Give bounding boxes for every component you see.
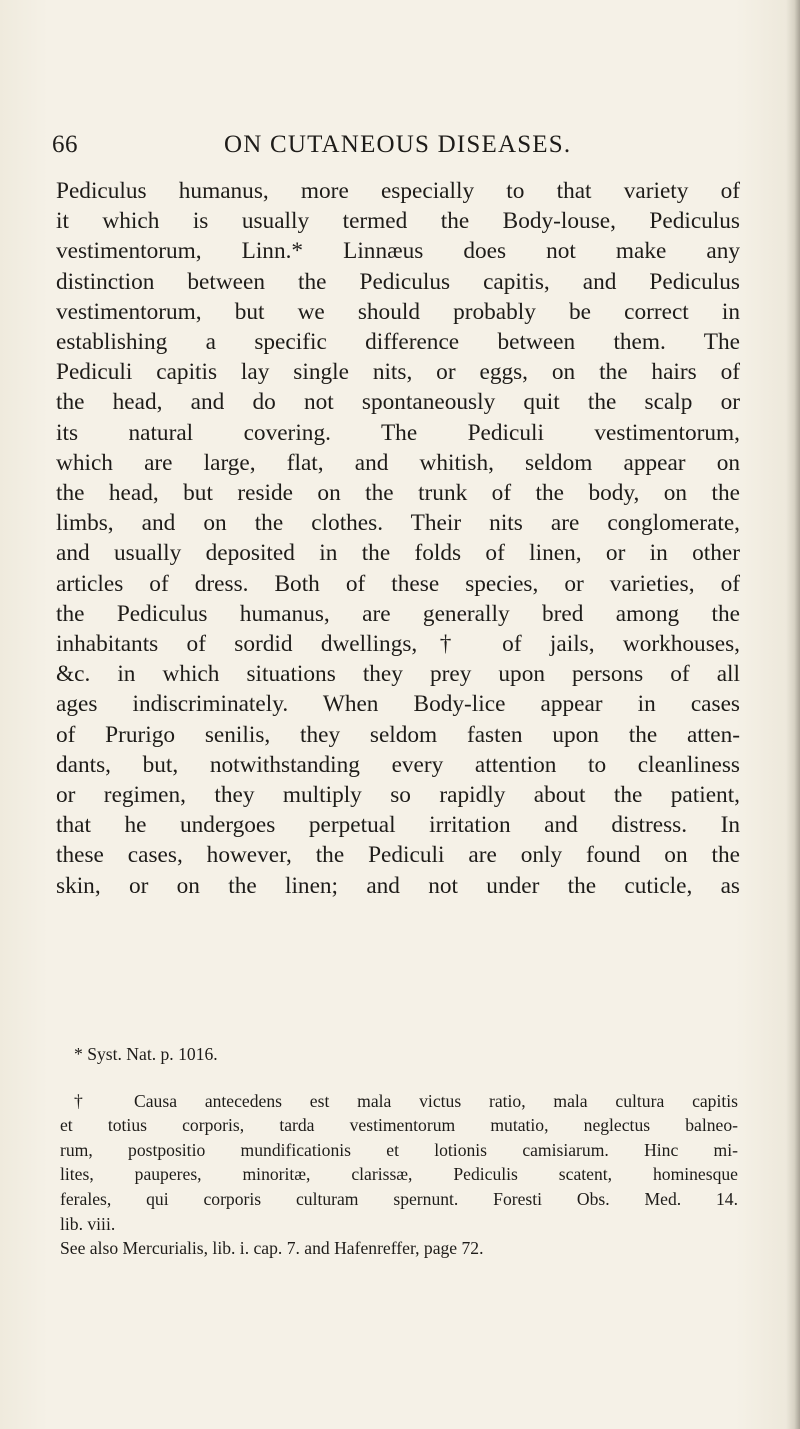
text-line: of Prurigo senilis, they seldom fasten upon the atten- [56, 721, 740, 748]
text-line: the Pediculus humanus, are generally bred among the [56, 600, 740, 627]
text-line: which are large, flat, and whitish, seldom appear on [56, 449, 740, 476]
main-paragraph [56, 176, 740, 901]
footnote-line: See also Mercurialis, lib. i. cap. 7. and Hafenreffer, page 72. [60, 1238, 484, 1259]
footnote-line: et totius corporis, tarda vestimentorum mutatio, neglectus balneo- [60, 1115, 738, 1136]
footnote-line: rum, postpositio mundificationis et lotionis camisiarum. Hinc mi- [60, 1139, 738, 1160]
page-edge-shadow [786, 0, 800, 1429]
page-number: 66 [52, 131, 78, 158]
text-line: articles of dress. Both of these species, or varieties, of [56, 570, 740, 597]
text-line: or regimen, they multiply so rapidly about the patient, [56, 782, 740, 809]
footnote-line: lib. viii. [60, 1213, 116, 1234]
text-line: dants, but, notwithstanding every attention to cleanliness [56, 751, 740, 778]
footnote-line: lites, pauperes, minoritæ, clarissæ, Pediculis scatent, hominesque [60, 1164, 738, 1185]
text-line: &c. in which situations they prey upon persons of all [56, 661, 740, 688]
text-line: and usually deposited in the folds of linen, or in other [56, 540, 740, 567]
text-line: vestimentorum, but we should probably be correct in [56, 298, 740, 325]
text-line: it which is usually termed the Body-louse, Pediculus [56, 208, 740, 235]
text-line: establishing a specific difference between them. The [56, 329, 740, 356]
text-line: ages indiscriminately. When Body-lice appear in cases [56, 691, 740, 718]
text-line: Pediculi capitis lay single nits, or eggs, on the hairs of [56, 359, 740, 386]
footnote-causa [60, 1089, 738, 1237]
footnote-line: † Causa antecedens est mala victus ratio, mala cultura capitis [74, 1090, 738, 1111]
text-line: limbs, and on the clothes. Their nits are conglomerate, [56, 510, 740, 537]
running-head: ON CUTANEOUS DISEASES. [224, 131, 572, 158]
text-line: these cases, however, the Pediculi are only found on the [56, 842, 740, 869]
text-line: the head, but reside on the trunk of the body, on the [56, 480, 740, 507]
footnote-see-also [60, 1236, 738, 1261]
footnotes [60, 1042, 738, 1261]
text-line: vestimentorum, Linn.* Linnæus does not make any [56, 238, 740, 265]
text-line: distinction between the Pediculus capitis, and Pediculus [56, 268, 740, 295]
text-line: its natural covering. The Pediculi vestimentorum, [56, 419, 740, 446]
footnote-syst-nat [74, 1042, 738, 1067]
footnote-line: ferales, qui corporis culturam spernunt. Foresti Obs. Med. 14. [60, 1188, 738, 1209]
text-line: the head, and do not spontaneously quit the scalp or [56, 389, 740, 416]
text-line: inhabitants of sordid dwellings,† of jails, workhouses, [56, 631, 740, 658]
text-line: that he undergoes perpetual irritation and distress. In [56, 812, 740, 839]
text-line: skin, or on the linen; and not under the cuticle, as [56, 872, 740, 899]
page-header [52, 131, 772, 167]
footnote-line: * Syst. Nat. p. 1016. [74, 1044, 218, 1064]
text-line: Pediculus humanus, more especially to that variety of [56, 178, 740, 204]
